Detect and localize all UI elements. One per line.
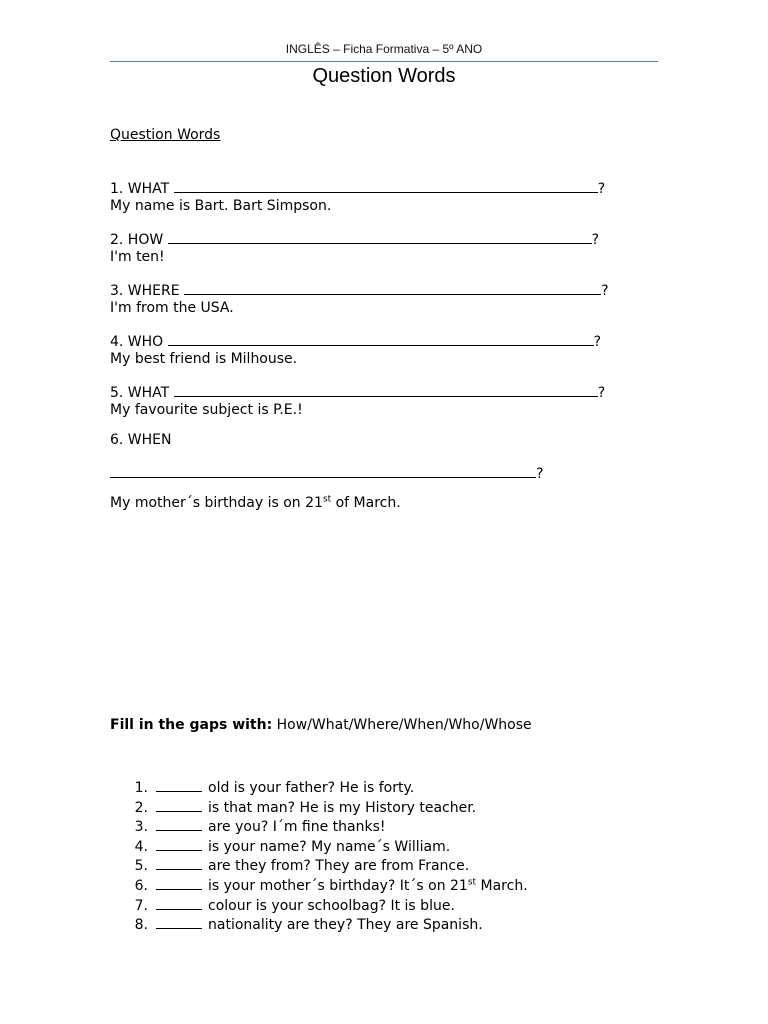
question-6-blank-line <box>110 464 543 483</box>
question-mark: ? <box>597 181 606 197</box>
question-6-label: 6. WHEN <box>110 432 172 448</box>
list-item: 4. is your name? My name´s William. <box>134 838 451 855</box>
gap-blank[interactable] <box>156 779 202 792</box>
answer-text: My name is Bart. Bart Simpson. <box>110 198 332 214</box>
question-label: 3. WHERE <box>110 283 180 299</box>
question-mark: ? <box>597 385 606 401</box>
gap-blank[interactable] <box>156 916 202 929</box>
header-divider <box>110 61 658 62</box>
answer-text: My favourite subject is P.E.! <box>110 402 303 418</box>
question-label: 4. WHO <box>110 334 164 350</box>
answer-blank[interactable] <box>168 230 592 244</box>
answer-text: I'm from the USA. <box>110 300 234 316</box>
list-item: 7. colour is your schoolbag? It is blue. <box>134 897 455 914</box>
question-6-answer: My mother´s birthday is on 21st of March. <box>110 494 401 511</box>
gap-blank[interactable] <box>156 818 202 831</box>
question-mark: ? <box>536 466 544 482</box>
gap-blank[interactable] <box>156 857 202 870</box>
fill-gaps-heading: Fill in the gaps with: How/What/Where/When/Who/Whose <box>110 717 532 733</box>
question-3 <box>110 281 609 317</box>
question-label: 2. HOW <box>110 232 164 248</box>
question-mark: ? <box>591 232 600 248</box>
answer-blank[interactable] <box>110 464 536 478</box>
answer-blank[interactable] <box>174 179 598 193</box>
gap-blank[interactable] <box>156 897 202 910</box>
question-mark: ? <box>593 334 602 350</box>
list-item: 1. old is your father? He is forty. <box>134 780 415 796</box>
question-1 <box>110 179 605 215</box>
question-4 <box>110 332 601 368</box>
list-item: 6. is your mother´s birthday? It´s on 21st March. <box>134 877 528 894</box>
section-heading: Question Words <box>110 127 221 143</box>
answer-text: My best friend is Milhouse. <box>110 351 298 367</box>
answer-text: I'm ten! <box>110 249 165 265</box>
question-label: 5. WHAT <box>110 385 170 401</box>
list-item: 2. is that man? He is my History teacher. <box>134 799 477 816</box>
answer-blank[interactable] <box>184 281 601 295</box>
question-5 <box>110 383 605 419</box>
gap-blank[interactable] <box>156 838 202 851</box>
question-mark: ? <box>601 283 609 299</box>
list-item: 5. are they from? They are from France. <box>134 858 470 875</box>
list-item: 8. nationality are they? They are Spanish. <box>134 917 483 934</box>
page-header: INGLÊS – Ficha Formativa – 5º ANO <box>285 42 483 56</box>
list-item: 3. are you? I´m fine thanks! <box>134 819 386 836</box>
gap-blank[interactable] <box>156 799 202 812</box>
fill-gaps-list <box>110 779 528 936</box>
answer-blank[interactable] <box>174 383 598 397</box>
question-2 <box>110 230 599 266</box>
gap-blank[interactable] <box>156 877 202 890</box>
question-label: 1. WHAT <box>110 181 170 197</box>
page-title: Question Words <box>312 65 456 87</box>
answer-blank[interactable] <box>168 332 594 346</box>
